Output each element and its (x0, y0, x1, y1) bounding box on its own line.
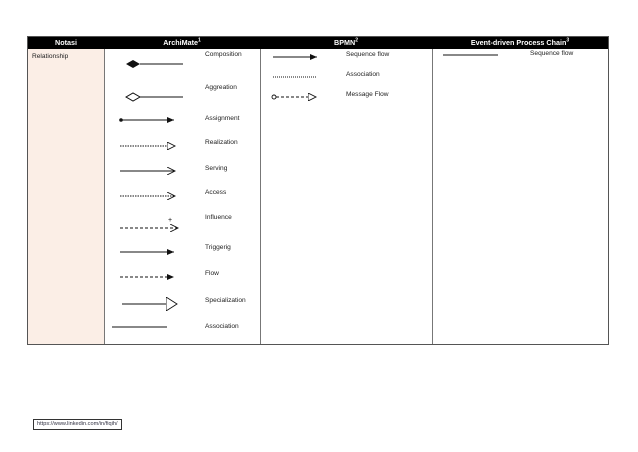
influence-arrow (120, 217, 178, 228)
aggregation-arrow (126, 93, 183, 101)
header-notasi: Notasi (55, 38, 77, 47)
linkedin-link[interactable]: https://www.linkedin.com/in/fiqih/ (33, 419, 122, 430)
label-bpmn-association: Association (346, 71, 380, 78)
label-bpmn-sequence-flow: Sequence flow (346, 51, 390, 58)
header-archimate: ArchiMate$^1$ (163, 37, 201, 47)
label-influence: Influence (205, 214, 232, 221)
label-association: Association (205, 323, 239, 330)
composition-arrow (126, 60, 183, 68)
assignment-arrow (119, 118, 174, 122)
label-epc-sequence-flow: Sequence flow (530, 50, 574, 57)
label-specialization: Specialization (205, 297, 246, 304)
label-access: Access (205, 189, 227, 196)
label-triggering: Triggerig (205, 244, 231, 251)
label-aggregation: Aggreation (205, 84, 237, 91)
header-epc: Event-driven Process Chain$^3$ (470, 37, 570, 47)
label-bpmn-message-flow: Message Flow (346, 91, 389, 98)
label-composition: Composition (205, 51, 242, 58)
label-flow: Flow (205, 270, 219, 277)
influence-plus-mark: + (168, 217, 173, 224)
header-bpmn: BPMN$^2$ (334, 37, 358, 47)
row-label-relationship: Relationship (32, 53, 69, 60)
label-assignment: Assignment (205, 115, 240, 122)
message-flow-arrow (272, 95, 316, 99)
label-serving: Serving (205, 165, 228, 172)
label-realization: Realization (205, 139, 238, 146)
